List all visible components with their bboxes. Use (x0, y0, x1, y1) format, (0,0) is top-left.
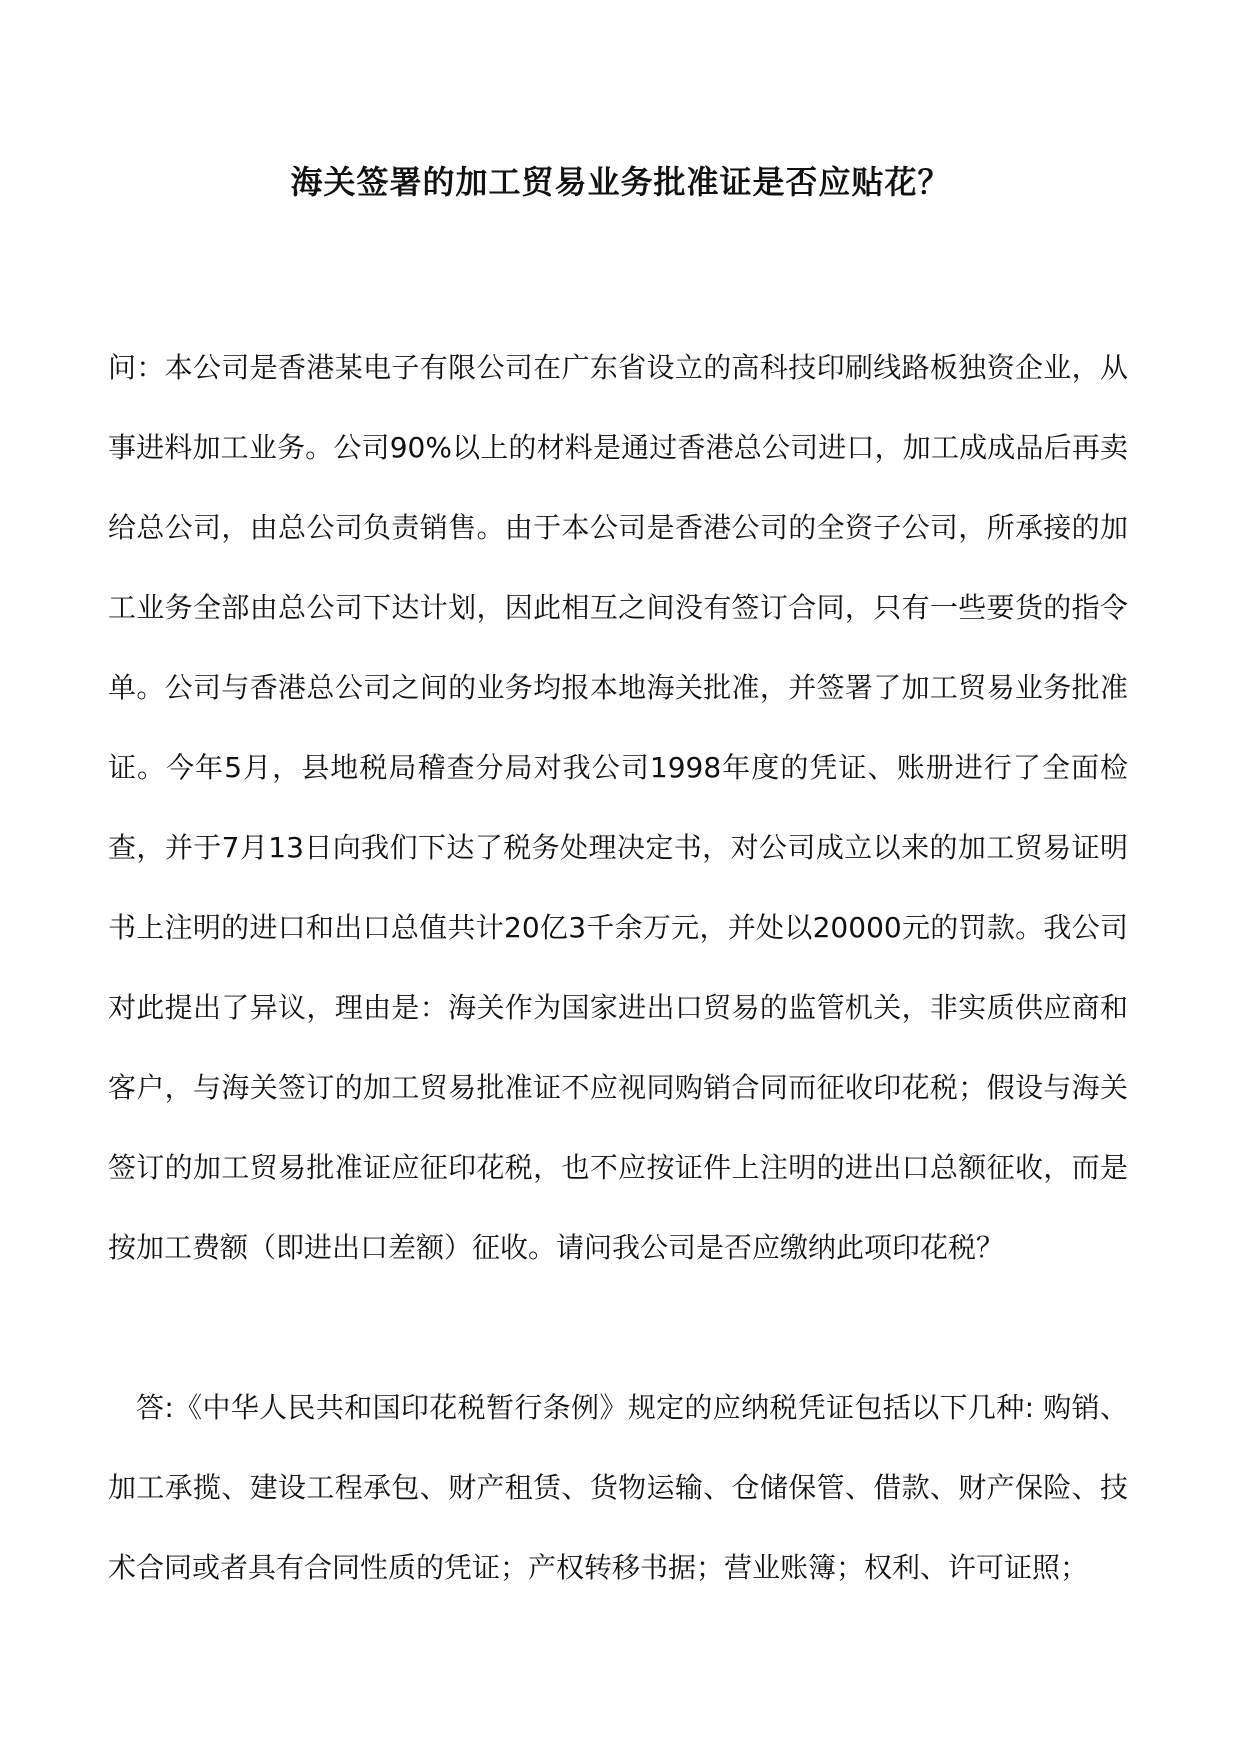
document-title: 海关签署的加工贸易业务批准证是否应贴花？ (290, 163, 951, 201)
question-paragraph: 问：本公司是香港某电子有限公司在广东省设立的高科技印刷线路板独资企业，从事进料加工业务。公司90%以上的材料是通过香港总公司进口，加工成成品后再卖给总公司，由总公司负责销售。由于本公司是香港公司的全资子公司，所承接的加工业务全部由总公司下达计划，因此相互之间没有签订合同，只有一些要货的指令单。公司与香港总公司之间的业务均报本地海关批准，并签署了加工贸易业务批准证。今年5月，县地税局稽查分局对我公司1998年度的凭证、账册进行了全面检查，并于7月13日向我们下达了税务处理决定书，对公司成立以来的加工贸易证明书上注明的进口和出口总值共计20亿3千余万元，并处以20000元的罚款。我公司对此提出了异议，理由是：海关作为国家进出口贸易的监管机关，非实质供应商和客户，与海关签订的加工贸易批准证不应视同购销合同而征收印花税；假设与海关签订的加工贸易批准证应征印花税，也不应按证件上注明的进出口总额征收，而是按加工费额（即进出口差额）征收。请问我公司是否应缴纳此项印花税？ (108, 351, 1128, 1264)
answer-paragraph: 答:《中华人民共和国印花税暂行条例》规定的应纳税凭证包括以下几种: 购销、加工承揽、建设工程承包、财产租赁、货物运输、仓储保管、借款、财产保险、技术合同或者具有合同性质的凭证；产权转移书据；营业账簿；权利、许可证照； (108, 1391, 1128, 1584)
